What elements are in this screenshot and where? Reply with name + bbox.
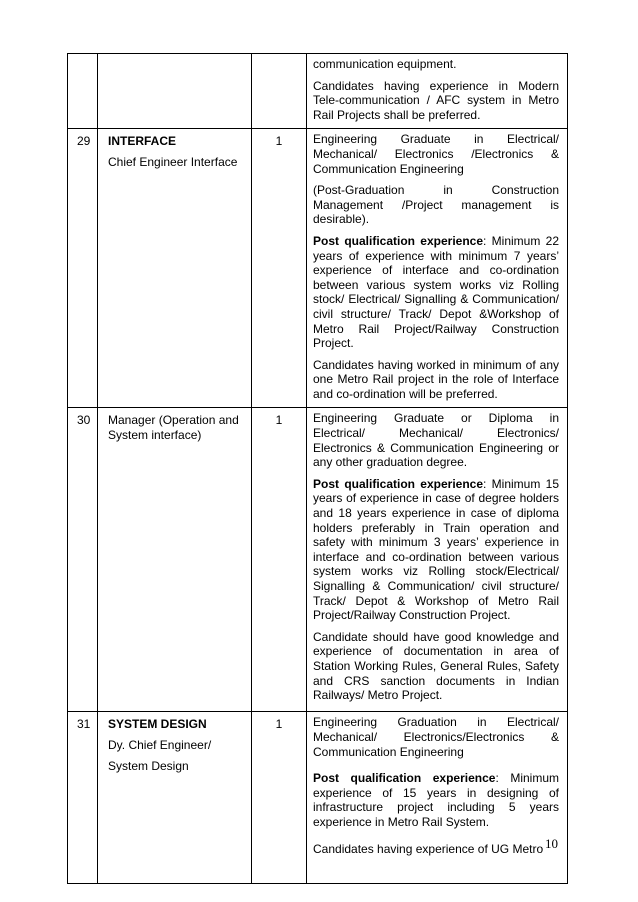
qualification-cell: [307, 408, 568, 712]
row-number: [68, 54, 98, 129]
vacancy-count: 1: [252, 712, 307, 884]
post-name: Chief Engineer Interface: [108, 154, 238, 169]
vacancy-count: 1: [252, 408, 307, 712]
qualification-text: : Minimum 15 years of experience in case of degree holders and 18 years experience in case of diploma holders preferably in Train operation and safety with minimum 3 years’ experience in interface and co-ordination between various system works viz Rolling stock/Electrical/ Signalling & Communication/ civil structure/ Track/ Depot & Workshop of Metro Rail Project/Railway Construction Project.: [313, 476, 559, 623]
qualification-text: Candidate should have good knowledge and experience of documentation in area of Station Working Rules, General Rules, Safety and CRS sanction documents in Indian Railways/ Metro Project.: [313, 629, 559, 703]
qualification-text: : Minimum experience of 15 years in designing of infrastructure project including 5 years experience in Metro Rail System.: [313, 771, 559, 830]
qualification-paragraph: [313, 771, 559, 829]
row-number: 31: [68, 712, 98, 884]
qualification-paragraph: [313, 477, 559, 623]
qualification-text: Engineering Graduation in Electrical/ Mechanical/ Electronics/Electronics & Communication Engineering: [313, 715, 559, 759]
qualification-text: Engineering Graduate or Diploma in Electrical/ Mechanical/ Electronics/ Electronics & Communication Engineering or any other graduation degree.: [313, 411, 559, 470]
qualification-cell: [307, 129, 568, 408]
experience-label: Post qualification experience: [313, 771, 496, 786]
post-category-title: SYSTEM DESIGN: [108, 717, 207, 732]
table-row: [68, 712, 568, 884]
page-number: 10: [545, 836, 558, 851]
row-number: 30: [68, 408, 98, 712]
row-number: 29: [68, 129, 98, 408]
post-name-cell: [98, 129, 252, 408]
qualification-paragraph: [313, 411, 559, 469]
qualification-text: Candidates having experience in Modern Tele-communication / AFC system in Metro Rail Projects shall be preferred.: [313, 78, 559, 122]
qualification-paragraph: [313, 183, 559, 227]
qualification-paragraph: [313, 57, 559, 72]
qualification-text: (Post-Graduation in Construction Management /Project management is desirable).: [313, 183, 559, 227]
qualification-cell: [307, 54, 568, 129]
qualification-text: : Minimum 22 years of experience with minimum 7 years’ experience of interface and co-ordination between various system works viz Rolling stock/ Electrical/ Signalling & Communication/ civil structure/ Track/ Depot &Workshop of Metro Rail Project/Railway Construction Project.: [313, 233, 559, 351]
qualification-text: Engineering Graduate in Electrical/ Mechanical/ Electronics /Electronics & Communication Engineering: [313, 132, 559, 176]
qualification-text: Candidates having worked in minimum of any one Metro Rail project in the role of Interface and co-ordination will be preferred.: [313, 357, 559, 401]
experience-label: Post qualification experience: [313, 233, 484, 248]
table-row: [68, 54, 568, 129]
qualification-paragraph: [313, 132, 559, 176]
post-name-cell: [98, 712, 252, 884]
post-name-cell: [98, 54, 252, 129]
qualification-text: communication equipment.: [313, 57, 457, 71]
post-category-title: INTERFACE: [108, 134, 177, 149]
post-name-cell: [98, 408, 252, 712]
vacancy-count: 1: [252, 129, 307, 408]
qualification-paragraph: [313, 79, 559, 123]
qualification-paragraph: [313, 715, 559, 759]
post-name: Dy. Chief Engineer/: [108, 738, 212, 753]
vacancy-count: [252, 54, 307, 129]
table-row: [68, 408, 568, 712]
qualification-cell: [307, 712, 568, 884]
qualification-paragraph: [313, 234, 559, 351]
table-row: [68, 129, 568, 408]
experience-label: Post qualification experience: [313, 476, 484, 491]
post-name: Manager (Operation and System interface): [108, 413, 239, 443]
qualification-paragraph: [313, 358, 559, 402]
qualification-paragraph: [313, 630, 559, 703]
qualification-text: Candidates having experience of UG Metro: [313, 841, 544, 856]
post-name: System Design: [108, 758, 189, 773]
requirements-table: [67, 53, 568, 884]
qualification-paragraph: [313, 842, 559, 857]
